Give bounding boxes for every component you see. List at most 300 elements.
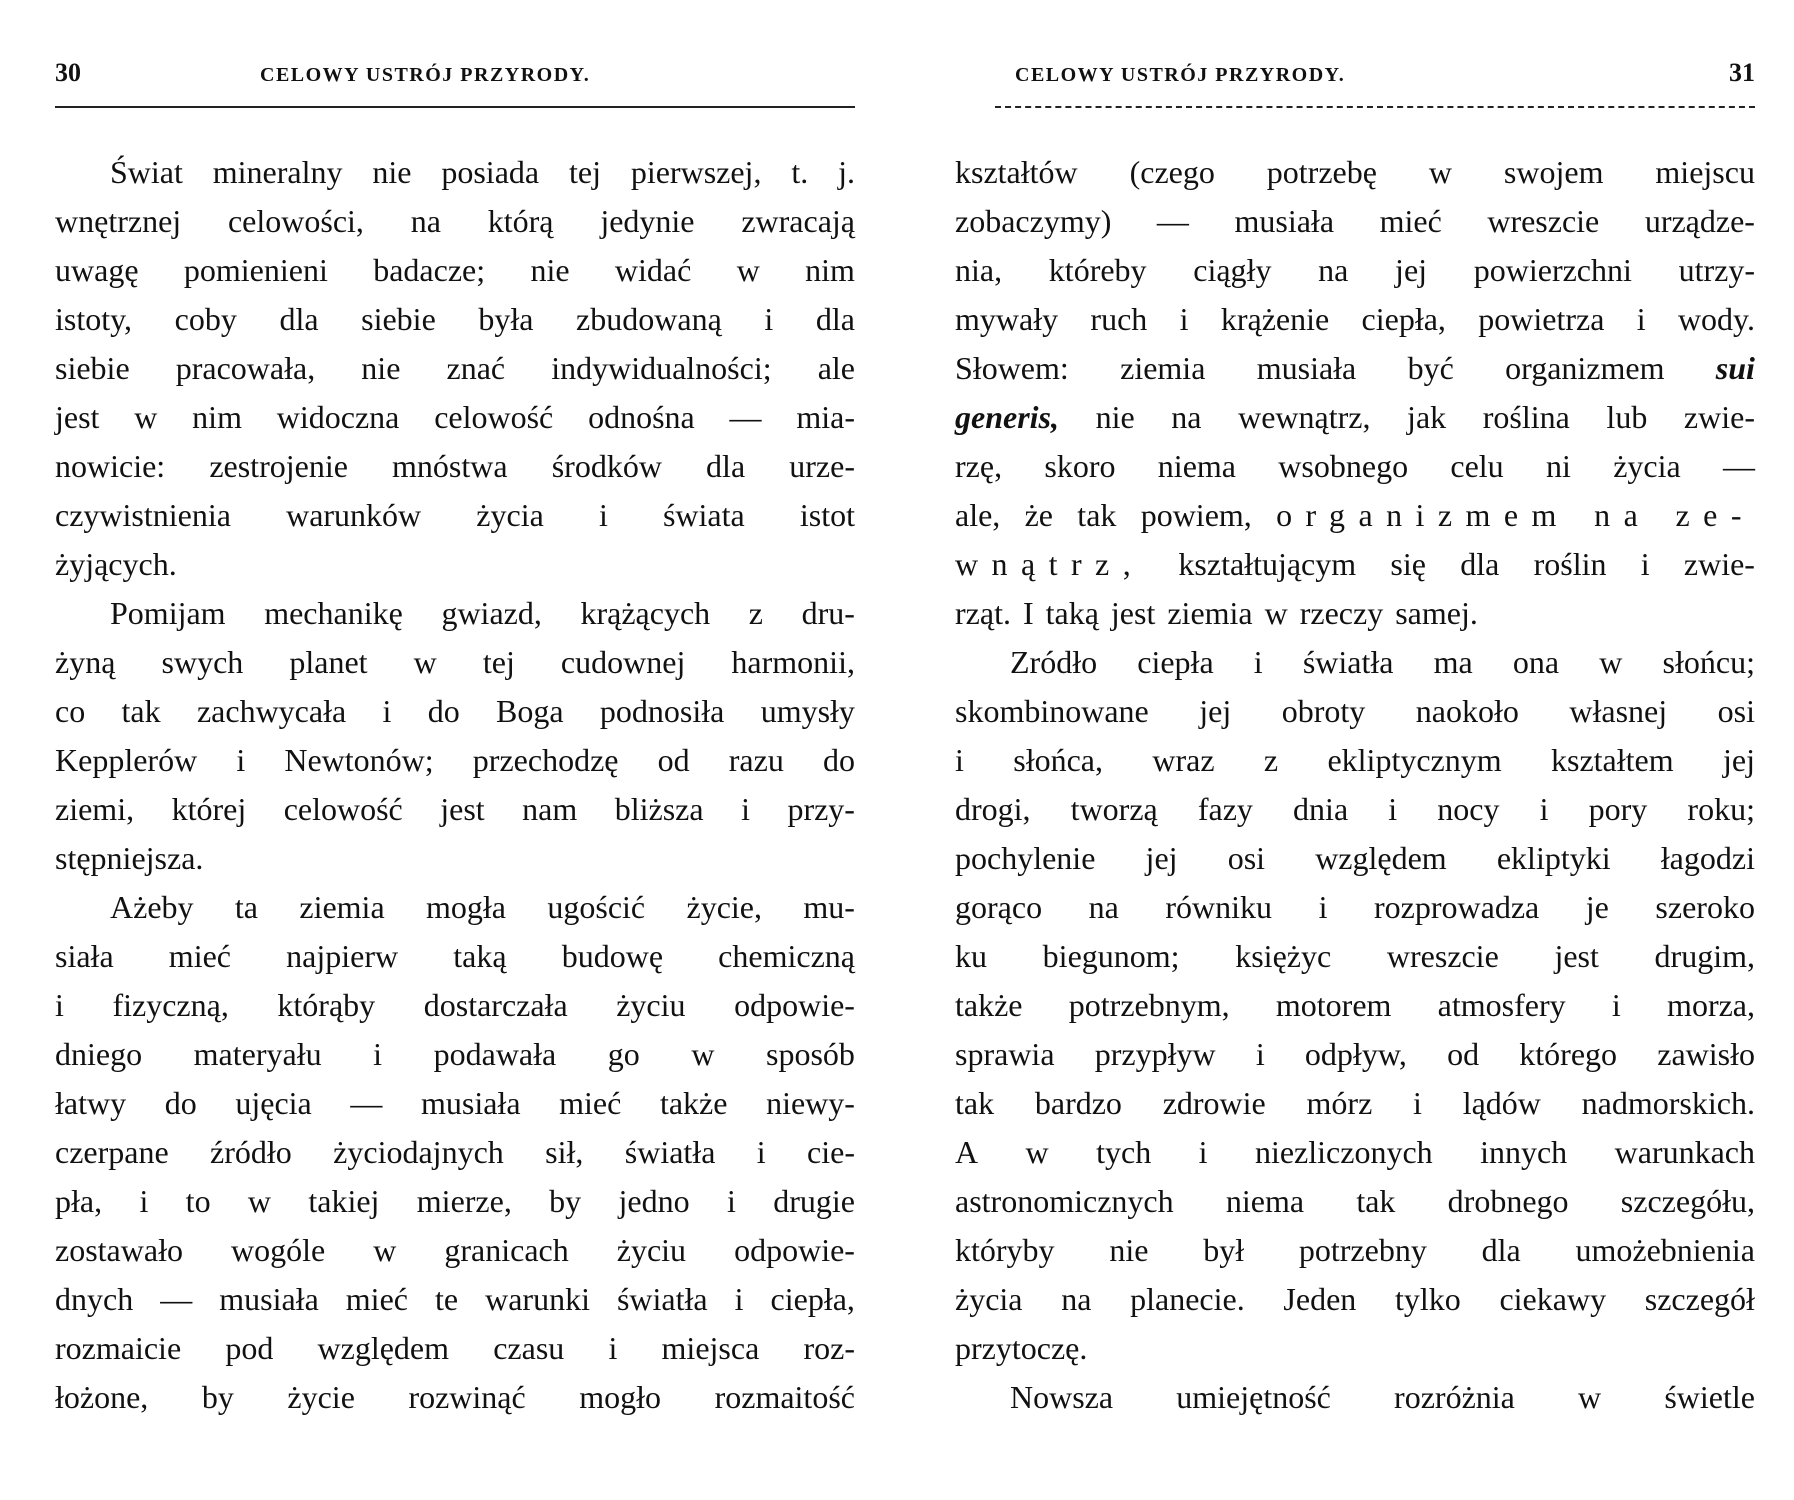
word: tak xyxy=(955,1085,995,1121)
text-line xyxy=(955,638,1755,687)
word: widoczna xyxy=(276,399,400,435)
word: go xyxy=(607,1036,640,1072)
word: którąby xyxy=(277,987,376,1023)
word: i xyxy=(1636,301,1646,337)
word: powierzchni xyxy=(1473,252,1632,288)
word: cudownej xyxy=(560,644,686,680)
word: organizmem xyxy=(1276,497,1570,533)
word: rozmaicie xyxy=(55,1330,182,1366)
word: budowę xyxy=(561,938,664,974)
word: jest xyxy=(1554,938,1599,974)
word: w xyxy=(1428,154,1452,190)
word: i xyxy=(764,301,774,337)
word: dnia xyxy=(1293,791,1349,827)
word: tak xyxy=(1356,1183,1396,1219)
word: być xyxy=(1407,350,1454,386)
word: gwiazd, xyxy=(441,595,542,631)
word: rozmaitość xyxy=(714,1379,855,1415)
word: umożebnienia xyxy=(1575,1232,1755,1268)
word: na xyxy=(1594,497,1652,533)
word: i xyxy=(373,1036,383,1072)
word: ciepła, xyxy=(770,1281,855,1317)
word: sposób xyxy=(766,1036,855,1072)
word: źródło xyxy=(210,1134,292,1170)
word: motorem xyxy=(1275,987,1392,1023)
text-line xyxy=(55,295,855,344)
word: na xyxy=(410,203,441,239)
word: Świat xyxy=(110,154,183,190)
word: morza, xyxy=(1667,987,1755,1023)
word: coby xyxy=(174,301,237,337)
word: Nowsza xyxy=(1010,1379,1114,1415)
word: ziemia xyxy=(1120,350,1206,386)
word: i xyxy=(756,1134,766,1170)
text-line xyxy=(55,197,855,246)
word: łożone, xyxy=(55,1379,149,1415)
word: szczegółu, xyxy=(1620,1183,1755,1219)
word: ni xyxy=(1545,448,1571,484)
word: nadmorskich. xyxy=(1581,1085,1755,1121)
word: do xyxy=(427,693,460,729)
word: któryby xyxy=(955,1232,1055,1268)
text-line xyxy=(55,1030,855,1079)
text-line xyxy=(55,1079,855,1128)
word: w xyxy=(413,644,437,680)
word: takiej xyxy=(308,1183,380,1219)
word: zdrowie xyxy=(1162,1085,1266,1121)
word: jedynie xyxy=(600,203,695,239)
word: skoro xyxy=(1044,448,1116,484)
word: stępniejsza. xyxy=(55,840,204,876)
text-line xyxy=(955,1275,1755,1324)
word: nocy xyxy=(1437,791,1500,827)
word: światła xyxy=(616,1281,708,1317)
word: ona xyxy=(1512,644,1560,680)
word: umysły xyxy=(760,693,855,729)
word: wraz xyxy=(1152,742,1215,778)
word: któreby xyxy=(1048,252,1147,288)
word: tej xyxy=(482,644,515,680)
word: słońcu; xyxy=(1662,644,1755,680)
word: mu- xyxy=(803,889,855,925)
word: pracowała, xyxy=(175,350,316,386)
word: musiała xyxy=(420,1085,521,1121)
word: istot xyxy=(799,497,855,533)
text-line xyxy=(955,148,1755,197)
word: drobnego xyxy=(1447,1183,1569,1219)
word: I xyxy=(1022,595,1034,631)
text-line xyxy=(55,1275,855,1324)
word: dostarczała xyxy=(423,987,568,1023)
word: jest xyxy=(55,399,100,435)
word: obroty xyxy=(1281,693,1366,729)
text-line xyxy=(955,442,1755,491)
word: rząt. xyxy=(955,595,1011,631)
text-line xyxy=(955,540,1755,589)
word: rzeczy xyxy=(1299,595,1384,631)
word: rozwinąć xyxy=(408,1379,526,1415)
word: niewy- xyxy=(766,1085,855,1121)
word: od xyxy=(657,742,690,778)
word: umiejętność xyxy=(1176,1379,1331,1415)
word: warunki xyxy=(485,1281,590,1317)
text-line xyxy=(55,589,855,638)
word: kształtem xyxy=(1550,742,1674,778)
word: znać xyxy=(446,350,506,386)
word: jest xyxy=(440,791,485,827)
word: Ażeby xyxy=(110,889,194,925)
word: na xyxy=(1088,889,1119,925)
word: celu xyxy=(1450,448,1504,484)
text-line xyxy=(955,393,1755,442)
word: w xyxy=(373,1232,397,1268)
word: podawała xyxy=(433,1036,557,1072)
word: zwracają xyxy=(741,203,855,239)
word: harmonii, xyxy=(731,644,855,680)
text-line xyxy=(55,442,855,491)
word: te xyxy=(434,1281,459,1317)
word: jedno xyxy=(618,1183,690,1219)
word: utrzy- xyxy=(1678,252,1755,288)
word: odnośna xyxy=(588,399,695,435)
word: celowość xyxy=(283,791,403,827)
word: — xyxy=(350,1085,383,1121)
page-body xyxy=(955,148,1755,1422)
word: astronomicznych xyxy=(955,1183,1174,1219)
text-line xyxy=(55,638,855,687)
word: dru- xyxy=(801,595,855,631)
word: życia xyxy=(955,1281,1023,1317)
text-line xyxy=(55,932,855,981)
word: tworzą xyxy=(1070,791,1158,827)
word: — xyxy=(1156,203,1189,239)
word: i xyxy=(598,497,608,533)
word: księżyc xyxy=(1235,938,1332,974)
text-line xyxy=(55,491,855,540)
word: miejsca xyxy=(661,1330,760,1366)
word: dla xyxy=(815,301,855,337)
word: drugie xyxy=(773,1183,855,1219)
word: nia, xyxy=(955,252,1003,288)
word: celowości, xyxy=(227,203,364,239)
page-number: 30 xyxy=(55,58,81,87)
word: którą xyxy=(487,203,554,239)
word: pierwszej, xyxy=(630,154,762,190)
word: ale xyxy=(817,350,855,386)
text-line xyxy=(955,491,1755,540)
header-rule xyxy=(995,106,1755,108)
word: dnych xyxy=(55,1281,134,1317)
word: osi xyxy=(1227,840,1266,876)
word: tak xyxy=(121,693,161,729)
paragraph xyxy=(955,1373,1755,1422)
word: drogi, xyxy=(955,791,1031,827)
word: i xyxy=(1413,1085,1422,1121)
word: ruch xyxy=(1090,301,1148,337)
word: mieć xyxy=(345,1281,408,1317)
word: pomienieni xyxy=(183,252,328,288)
text-line xyxy=(55,834,855,883)
text-line xyxy=(955,736,1755,785)
page-body xyxy=(55,148,855,1422)
text-line xyxy=(55,1373,855,1422)
word: ale, xyxy=(955,497,1001,533)
word: szeroko xyxy=(1655,889,1755,925)
word: planecie. xyxy=(1130,1281,1245,1317)
word: nim xyxy=(805,252,855,288)
word: roz- xyxy=(803,1330,855,1366)
word: żyjących. xyxy=(55,546,177,582)
paragraph xyxy=(55,883,855,1422)
word: ze- xyxy=(1675,497,1755,533)
word: atmosfery xyxy=(1437,987,1566,1023)
word: ciepła, xyxy=(1361,301,1446,337)
word: indywidualności; xyxy=(551,350,772,386)
word: przypływ xyxy=(1094,1036,1216,1072)
word: tych xyxy=(1096,1134,1152,1170)
word: tak xyxy=(1077,497,1117,533)
text-line xyxy=(955,246,1755,295)
text-line xyxy=(55,393,855,442)
word: ciągły xyxy=(1193,252,1272,288)
text-line xyxy=(55,1324,855,1373)
word: je xyxy=(1585,889,1609,925)
word: j. xyxy=(838,154,855,190)
word: ziemia xyxy=(299,889,385,925)
word: się xyxy=(1390,546,1426,582)
word: ta xyxy=(234,889,258,925)
word: A xyxy=(955,1134,979,1170)
text-line xyxy=(955,1079,1755,1128)
paragraph xyxy=(955,638,1755,1373)
word: także xyxy=(659,1085,728,1121)
word: była xyxy=(478,301,534,337)
word: by xyxy=(549,1183,582,1219)
word: zachwycała xyxy=(196,693,347,729)
word: względem xyxy=(1315,840,1447,876)
word: warunkach xyxy=(1614,1134,1755,1170)
paragraph xyxy=(55,589,855,883)
word: słońca, xyxy=(1013,742,1103,778)
word: i xyxy=(1253,644,1263,680)
text-line xyxy=(955,344,1755,393)
word: i xyxy=(55,987,64,1023)
word: mórz xyxy=(1306,1085,1373,1121)
word: z xyxy=(748,595,763,631)
word: życiodajnych xyxy=(333,1134,504,1170)
word: generis, xyxy=(955,399,1059,435)
text-line xyxy=(955,785,1755,834)
word: celowość xyxy=(434,399,554,435)
word: warunków xyxy=(286,497,422,533)
text-line xyxy=(55,1177,855,1226)
word: fazy xyxy=(1197,791,1253,827)
text-line xyxy=(55,687,855,736)
text-line xyxy=(55,344,855,393)
word: mywały xyxy=(955,301,1059,337)
word: mia- xyxy=(796,399,855,435)
word: w xyxy=(1599,644,1623,680)
word: w xyxy=(1025,1134,1049,1170)
word: jej xyxy=(1722,742,1755,778)
word: niema xyxy=(1225,1183,1305,1219)
word: rozprowadza xyxy=(1374,889,1540,925)
word: ma xyxy=(1433,644,1473,680)
word: i xyxy=(1179,301,1189,337)
word: badacze; xyxy=(373,252,486,288)
word: uwagę xyxy=(55,252,139,288)
word: jest xyxy=(1110,595,1156,631)
word: na xyxy=(1171,399,1202,435)
text-line xyxy=(955,687,1755,736)
word: odpływ, xyxy=(1304,1036,1407,1072)
word: dla xyxy=(1481,1232,1521,1268)
word: ekliptycznym xyxy=(1327,742,1502,778)
page-header xyxy=(55,58,855,98)
running-title: CELOWY USTRÓJ PRZYRODY. xyxy=(260,64,591,86)
word: podnosiła xyxy=(599,693,725,729)
word: Jeden xyxy=(1283,1281,1357,1317)
word: wreszcie xyxy=(1386,938,1499,974)
word: zawisło xyxy=(1657,1036,1755,1072)
word: do xyxy=(164,1085,197,1121)
text-line xyxy=(55,540,855,589)
word: łagodzi xyxy=(1660,840,1755,876)
word: nim xyxy=(192,399,242,435)
word: nie xyxy=(372,154,412,190)
word: musiała xyxy=(1234,203,1335,239)
word: Słowem: xyxy=(955,350,1069,386)
word: w xyxy=(736,252,760,288)
word: mineralny xyxy=(212,154,343,190)
word: ziemi, xyxy=(55,791,135,827)
word: wody. xyxy=(1677,301,1755,337)
word: roślina xyxy=(1482,399,1570,435)
text-line xyxy=(955,295,1755,344)
word: roku; xyxy=(1687,791,1755,827)
word: widać xyxy=(614,252,692,288)
word: zobaczymy) xyxy=(955,203,1112,239)
word: życie xyxy=(287,1379,355,1415)
word: rozróżnia xyxy=(1394,1379,1515,1415)
word: rzę, xyxy=(955,448,1003,484)
text-line xyxy=(55,736,855,785)
word: najpierw xyxy=(286,938,399,974)
word: mogła xyxy=(426,889,506,925)
paragraph xyxy=(55,148,855,589)
word: jej xyxy=(1199,693,1232,729)
word: i xyxy=(955,742,964,778)
word: odpowie- xyxy=(734,987,855,1023)
text-line xyxy=(55,981,855,1030)
word: siała xyxy=(55,938,114,974)
text-line xyxy=(955,1030,1755,1079)
word: organizmem xyxy=(1505,350,1665,386)
word: naokoło xyxy=(1415,693,1519,729)
word: własnej xyxy=(1569,693,1668,729)
text-line xyxy=(955,932,1755,981)
word: musiała xyxy=(1256,350,1357,386)
word: bardzo xyxy=(1034,1085,1122,1121)
word: nowicie: xyxy=(55,448,166,484)
word: niema xyxy=(1157,448,1236,484)
text-line xyxy=(55,1226,855,1275)
word: i xyxy=(726,1183,736,1219)
word: równiku xyxy=(1165,889,1273,925)
word: sui xyxy=(1715,350,1755,386)
word: potrzebę xyxy=(1266,154,1377,190)
word: — xyxy=(1723,448,1755,484)
word: musiała xyxy=(219,1281,319,1317)
word: siebie xyxy=(55,350,130,386)
word: pła, xyxy=(55,1183,103,1219)
word: granicach xyxy=(444,1232,569,1268)
word: jej xyxy=(1395,252,1428,288)
word: tej xyxy=(568,154,601,190)
word: materyału xyxy=(193,1036,322,1072)
word: mierze, xyxy=(416,1183,512,1219)
word: z xyxy=(1263,742,1279,778)
word: wnątrz, xyxy=(955,546,1145,582)
word: urze- xyxy=(789,448,855,484)
text-line xyxy=(955,197,1755,246)
text-line xyxy=(955,1373,1755,1422)
word: czywistnienia xyxy=(55,497,231,533)
word: względem xyxy=(317,1330,450,1366)
word: i xyxy=(608,1330,618,1366)
word: czasu xyxy=(493,1330,565,1366)
word: gorąco xyxy=(955,889,1043,925)
word: wsobnego xyxy=(1278,448,1409,484)
word: w xyxy=(691,1036,715,1072)
word: i xyxy=(1539,791,1549,827)
text-line xyxy=(55,148,855,197)
word: miejscu xyxy=(1655,154,1755,190)
word: życiu xyxy=(616,987,686,1023)
text-line xyxy=(955,834,1755,883)
word: w xyxy=(1264,595,1288,631)
word: wnętrznej xyxy=(55,203,182,239)
word: mnóstwa xyxy=(392,448,508,484)
word: w xyxy=(134,399,158,435)
word: swych xyxy=(161,644,244,680)
word: mogło xyxy=(579,1379,662,1415)
word: świata xyxy=(662,497,745,533)
word: dla xyxy=(706,448,746,484)
word: nam xyxy=(522,791,578,827)
word: na xyxy=(1061,1281,1092,1317)
word: taką xyxy=(453,938,507,974)
text-line xyxy=(955,589,1755,638)
word: fizyczną, xyxy=(112,987,229,1023)
word: cie- xyxy=(807,1134,855,1170)
word: chemiczną xyxy=(718,938,855,974)
text-line xyxy=(955,981,1755,1030)
word: i xyxy=(1611,987,1621,1023)
word: Pomijam xyxy=(110,595,226,631)
word: razu xyxy=(728,742,784,778)
paragraph xyxy=(955,148,1755,638)
word: sprawia xyxy=(955,1036,1055,1072)
word: żyną xyxy=(55,644,116,680)
word: nie xyxy=(1095,399,1135,435)
word: niezliczonych xyxy=(1254,1134,1433,1170)
word: dniego xyxy=(55,1036,143,1072)
word: siebie xyxy=(361,301,436,337)
word: posiada xyxy=(441,154,540,190)
word: t. xyxy=(791,154,809,190)
word: w xyxy=(247,1183,272,1219)
